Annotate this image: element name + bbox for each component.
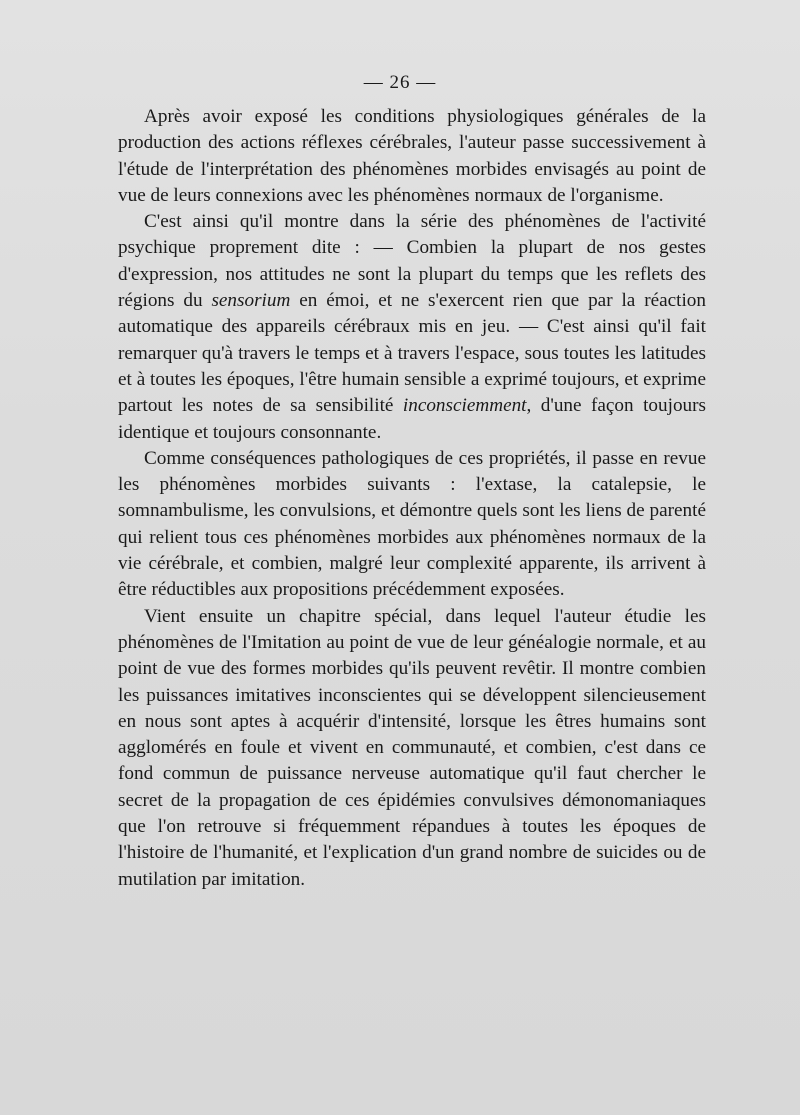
paragraph-3 <box>118 446 706 604</box>
paragraph-2-text-c: , d'une façon toujours identique et toujours consonnante. <box>118 395 706 443</box>
body-text <box>118 104 706 893</box>
paragraph-3-text: Comme conséquences pathologiques de ces propriétés, il passe en revue les phénomènes morbides suivants : l'extase, la catalepsie, le somnambulisme, les convulsions, et démontre quels sont les liens de parenté qui relient tous ces phénomènes morbides aux phénomènes normaux de la vie cérébrale, et combien, malgré leur complexité apparente, ils arrivent à être réductibles aux propositions précédemment exposées. <box>118 447 706 601</box>
paragraph-1 <box>118 104 706 209</box>
paragraph-4 <box>118 604 706 893</box>
paragraph-2-italic-sensorium: sensorium <box>211 290 291 312</box>
page-number: — 26 — <box>363 72 437 93</box>
paragraph-4-text: Vient ensuite un chapitre spécial, dans lequel l'auteur étudie les phénomènes de l'Imitation au point de vue de leur généalogie normale, et au point de vue des formes morbides qu'ils peuvent revêtir. Il montre combien les puissances imitatives inconscientes qui se développent silencieusement en nous sont aptes à acquérir d'intensité, lorsque les êtres humains sont agglomérés en foule et vivent en communauté, et combien, c'est dans ce fond commun de puissance nerveuse automatique qu'il faut chercher le secret de la propagation de ces épidémies convulsives démonomaniaques que l'on retrouve si fréquemment répandues à toutes les époques de l'histoire de l'humanité, et l'explication d'un grand nombre de suicides ou de mutilation par imitation. <box>118 605 706 890</box>
paragraph-2-italic-inconsciemment: inconsciemment <box>402 395 527 417</box>
paragraph-2-text-b: en émoi, et ne s'exercent rien que par la réaction automatique des appareils cérébraux mis en jeu. — C'est ainsi qu'il fait remarquer qu'à travers le temps et à travers l'espace, sous toutes les latitudes et à toutes les époques, l'être humain sensible a exprimé toujours, et exprime partout les notes de sa sensibilité <box>118 290 706 417</box>
paragraph-2 <box>118 209 706 446</box>
paragraph-1-text: Après avoir exposé les conditions physiologiques générales de la production des actions réflexes cérébrales, l'auteur passe successivement à l'étude de l'interprétation des phénomènes morbides envisagés au point de vue de leurs connexions avec les phénomènes normaux de l'organisme. <box>118 106 706 206</box>
paragraph-2-text-a: C'est ainsi qu'il montre dans la série des phénomènes de l'activité psychique proprement dite : — Combien la plupart de nos gestes d'expression, nos attitudes ne sont la plupart du temps que les reflets des régions du <box>118 211 706 312</box>
